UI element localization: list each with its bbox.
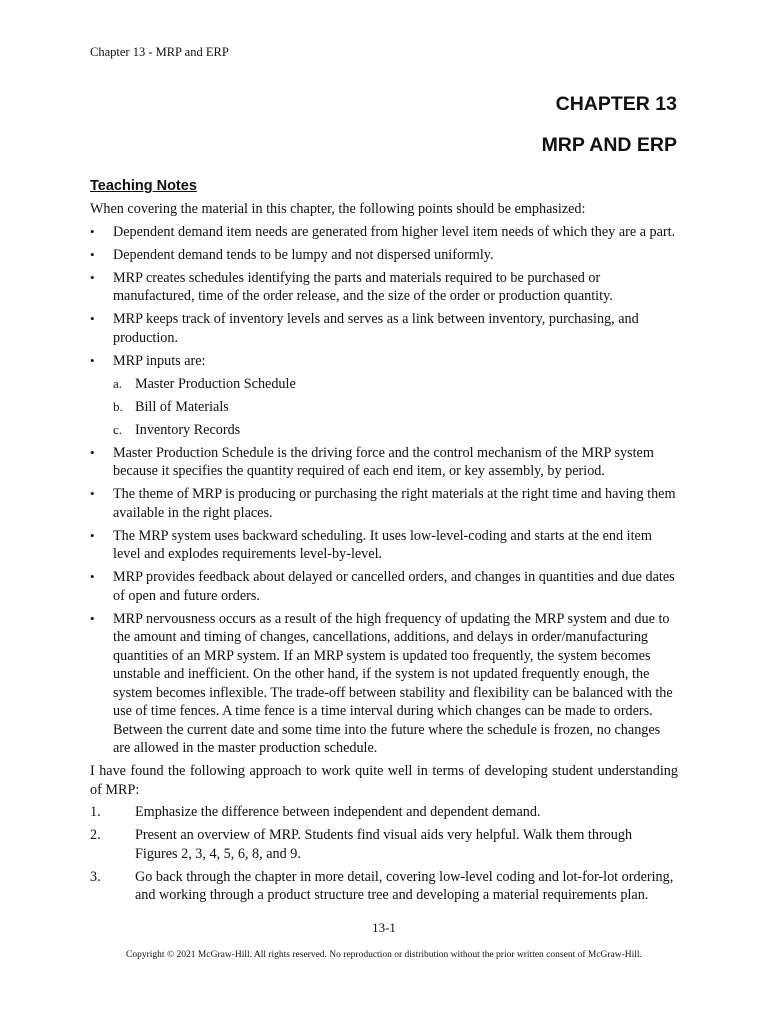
list-item-text: MRP provides feedback about delayed or cancelled orders, and changes in quantities and due dates of open and future orders. — [113, 569, 675, 604]
list-item — [90, 246, 678, 265]
approach-steps-list — [90, 803, 678, 905]
sub-item-text: Inventory Records — [135, 421, 241, 438]
approach-intro: I have found the following approach to work quite well in terms of developing student understanding of MRP: — [90, 763, 678, 798]
teaching-notes-heading: Teaching Notes — [90, 178, 197, 194]
mrp-input-item — [113, 421, 678, 440]
sub-item-text: Bill of Materials — [135, 398, 229, 415]
list-item — [90, 444, 678, 481]
bullet-icon: • — [90, 269, 95, 285]
page-body — [90, 176, 678, 909]
bullet-icon: • — [90, 311, 95, 326]
teaching-notes-intro: When covering the material in this chapter, the following points should be emphasized: — [90, 201, 586, 217]
list-item-text: MRP creates schedules identifying the parts and materials required to be purchased or manufactured, time of the order release, and the size of the order or production quantity. — [113, 269, 613, 304]
running-header: Chapter 13 - MRP and ERP — [90, 45, 229, 59]
page-number: 13-1 — [372, 920, 396, 935]
list-item — [90, 610, 678, 758]
list-item-text: MRP keeps track of inventory levels and serves as a link between inventory, purchasing, and production. — [113, 311, 639, 346]
step-text: Go back through the chapter in more detail, covering low-level coding and lot-for-lot ordering, and working through a product structure tree and developing a material requirements plan. — [135, 868, 674, 903]
step-number: 1. — [90, 804, 101, 820]
bullet-icon: • — [90, 486, 95, 501]
list-item — [90, 310, 678, 347]
list-item-text: The theme of MRP is producing or purchasing the right materials at the right time and having them available in the right places. — [113, 486, 676, 521]
list-item-text: Dependent demand item needs are generated from higher level item needs of which they are a part. — [113, 223, 676, 240]
list-item — [90, 568, 678, 605]
sub-item-text: Master Production Schedule — [135, 375, 296, 392]
list-item — [90, 352, 678, 440]
list-item-text: MRP inputs are: — [113, 352, 206, 369]
mrp-input-item — [113, 375, 678, 394]
list-item-text: MRP nervousness occurs as a result of the high frequency of updating the MRP system and due to the amount and timing of changes, cancellations, additions, and delays in order/manufacturing quantities of an MRP system. If an MRP system is updated too frequently, the system becomes unstable and inefficient. On the other hand, if the system is not updated frequently enough, the system becomes inflexible. The trade-off between stability and flexibility can be balanced with the use of time fences. A time fence is a time interval during which changes can be made to orders. Between the current date and some time into the future where the schedule is frozen, no changes are allowed in the master production schedule. — [113, 610, 673, 756]
list-item-text: The MRP system uses backward scheduling. It uses low-level-coding and starts at the end item level and explodes requirements level-by-level. — [113, 527, 652, 562]
list-item-text: Master Production Schedule is the driving force and the control mechanism of the MRP system because it specifies the quantity required of each end item, or key assembly, by period. — [113, 444, 654, 479]
step-item — [90, 826, 678, 863]
list-item — [90, 527, 678, 564]
chapter-title: CHAPTER 13 — [555, 93, 677, 115]
list-item — [90, 485, 678, 522]
chapter-subtitle: MRP AND ERP — [541, 134, 677, 156]
step-text: Present an overview of MRP. Students find visual aids very helpful. Walk them through Figures 2, 3, 4, 5, 6, 8, and 9. — [135, 827, 633, 862]
step-item — [90, 803, 678, 822]
mrp-inputs-list — [113, 375, 678, 440]
bullet-icon: • — [90, 569, 95, 584]
teaching-notes-list — [90, 223, 678, 758]
copyright-notice: Copyright © 2021 McGraw-Hill. All rights reserved. No reproduction or distribution without the prior written consent of McGraw-Hill. — [126, 950, 642, 960]
step-item — [90, 868, 678, 905]
step-number: 2. — [90, 827, 101, 843]
list-item — [90, 223, 678, 242]
bullet-icon: • — [90, 444, 95, 460]
list-item — [90, 269, 678, 306]
sub-item-marker: c. — [113, 421, 123, 437]
bullet-icon: • — [90, 610, 95, 626]
bullet-icon: • — [90, 352, 95, 368]
sub-item-marker: a. — [113, 375, 123, 391]
bullet-icon: • — [90, 246, 95, 262]
step-number: 3. — [90, 868, 101, 885]
sub-item-marker: b. — [113, 398, 123, 414]
step-text: Emphasize the difference between independent and dependent demand. — [135, 804, 541, 820]
bullet-icon: • — [90, 223, 95, 239]
list-item-text: Dependent demand tends to be lumpy and not dispersed uniformly. — [113, 246, 494, 263]
bullet-icon: • — [90, 527, 95, 543]
mrp-input-item — [113, 398, 678, 417]
